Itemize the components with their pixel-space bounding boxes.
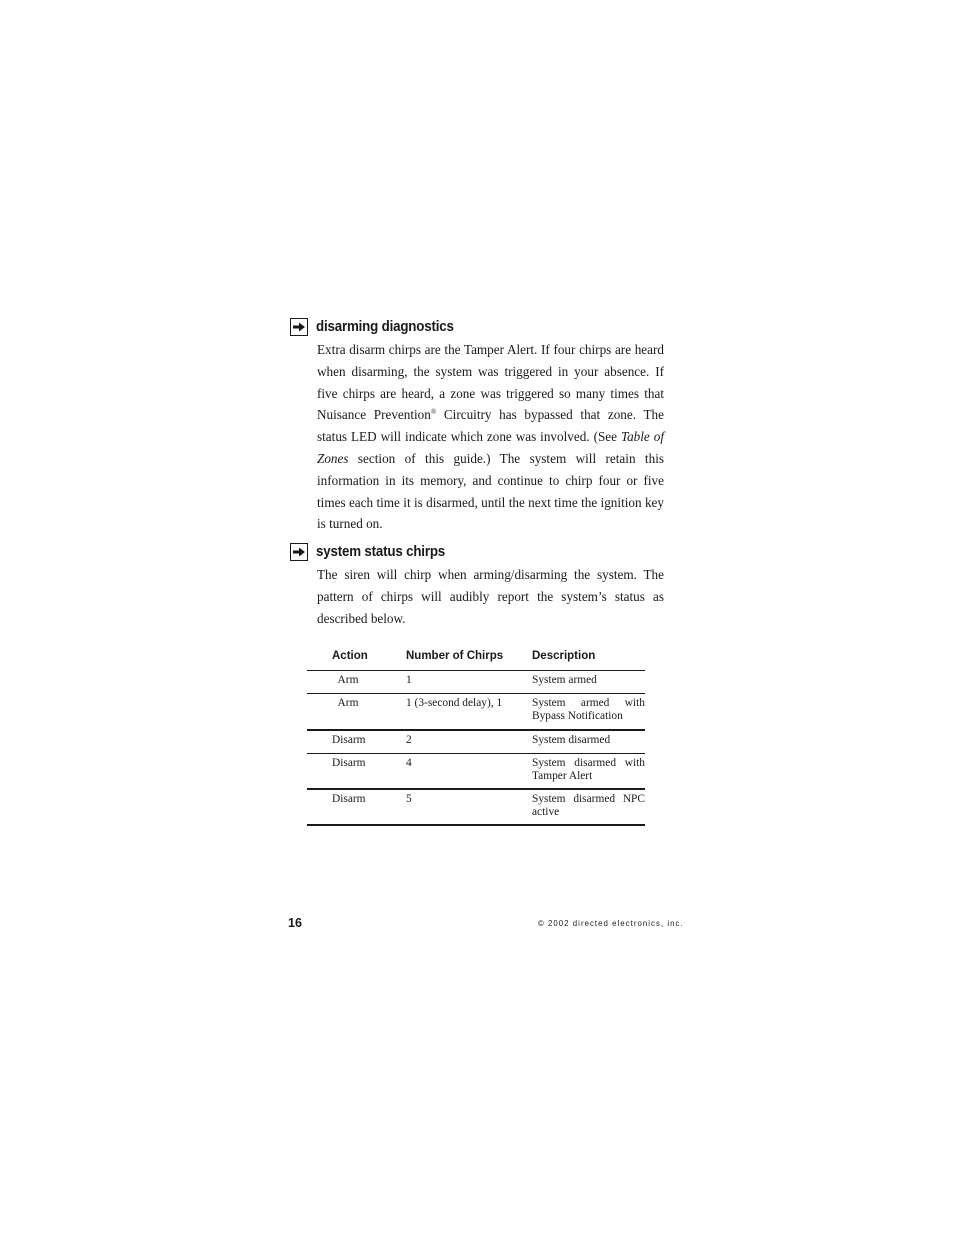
table-row — [307, 671, 645, 694]
cell-chirps: 1 (3-second delay), 1 — [406, 697, 503, 709]
cell-description: System armed — [532, 674, 597, 686]
system-status-chirps-paragraph: The siren will chirp when arming/disarming the system. The pattern of chirps will audibly report the system’s status as described below. — [317, 567, 664, 626]
chirps-table — [307, 645, 645, 826]
cell-action: Arm — [337, 697, 359, 709]
cell-chirps: 5 — [406, 793, 412, 805]
section-title: disarming diagnostics — [316, 319, 454, 335]
page-number: 16 — [288, 916, 302, 930]
cell-chirps: 1 — [406, 674, 412, 686]
column-header-number-of-chirps: Number of Chirps — [406, 650, 504, 662]
table-row — [307, 790, 645, 826]
table-row — [307, 731, 645, 754]
cell-description: System disarmed with Tamper Alert — [532, 757, 645, 782]
cell-description: System armed with Bypass Notification — [532, 697, 645, 722]
column-header-action: Action — [332, 650, 368, 662]
table-row — [307, 754, 645, 790]
section-heading-system-status-chirps — [290, 541, 456, 563]
section-heading-disarming-diagnostics — [290, 316, 466, 338]
cell-description: System disarmed — [532, 734, 611, 746]
copyright-notice: © 2002 directed electronics, inc. — [538, 919, 684, 928]
section-title: system status chirps — [316, 544, 446, 560]
table-header-row — [307, 645, 645, 671]
cell-action: Disarm — [332, 757, 366, 769]
table-of-zones-reference: Table of Zones — [317, 429, 664, 466]
cell-action: Disarm — [332, 793, 366, 805]
cell-description: System disarmed NPC active — [532, 793, 645, 818]
right-arrow-icon — [290, 543, 308, 561]
right-arrow-icon — [290, 318, 308, 336]
table-row — [307, 694, 645, 731]
column-header-description: Description — [532, 650, 596, 662]
cell-chirps: 2 — [406, 734, 412, 746]
cell-action: Arm — [337, 674, 359, 686]
disarming-diagnostics-paragraph: Extra disarm chirps are the Tamper Alert. If four chirps are heard when disarming, the system was triggered in your absence. If five chirps are heard, a zone was triggered so many times that Nuisance Prevention® Circuitry has bypassed that zone. The status LED will indicate which zone was involved. (See Table of Zones section of this guide.) The system will retain this information in its memory, and continue to chirp four or five times each time it is disarmed, until the next time the ignition key is turned on. — [317, 342, 664, 532]
cell-chirps: 4 — [406, 757, 412, 769]
cell-action: Disarm — [332, 734, 366, 746]
